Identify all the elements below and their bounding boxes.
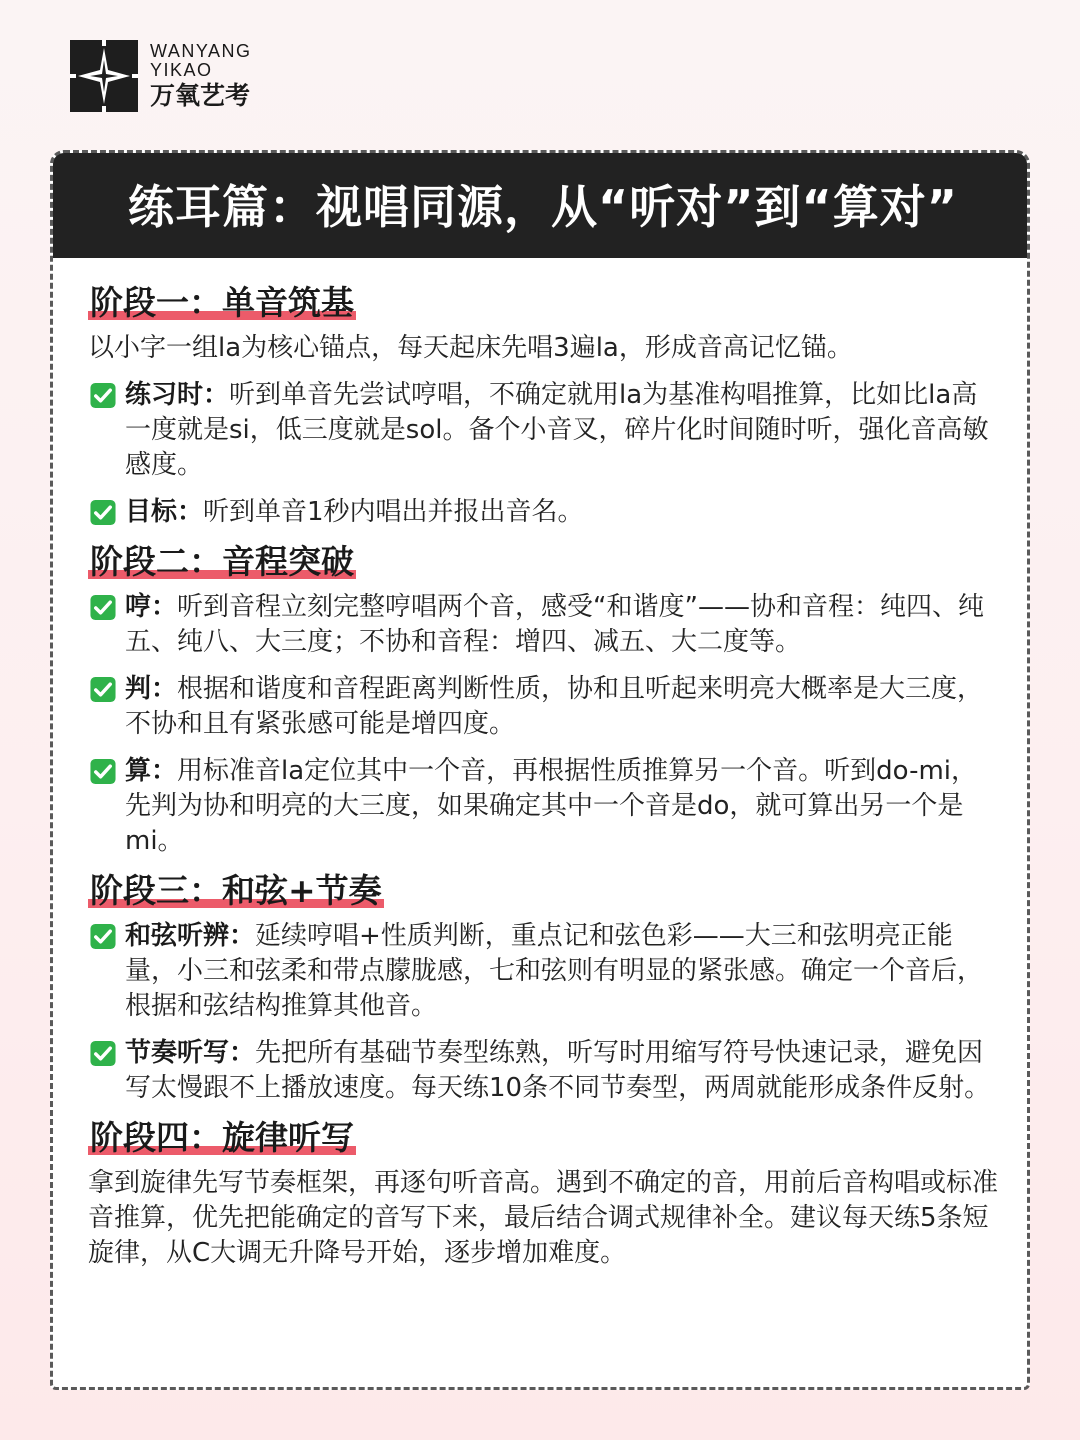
stage-title: 阶段四：旋律听写 bbox=[90, 1118, 354, 1157]
stage-title: 阶段三：和弦+节奏 bbox=[90, 871, 382, 910]
item-text bbox=[125, 919, 998, 1024]
stage-title: 阶段一：单音筑基 bbox=[90, 283, 354, 322]
item-body: 延续哼唱+性质判断，重点记和弦色彩——大三和弦明亮正能量，小三和弦柔和带点朦胧感，七和弦则有明显的紧张感。确定一个音后，根据和弦结构推算其他音。 bbox=[125, 921, 984, 1021]
item-body: 听到单音1秒内唱出并报出音名。 bbox=[203, 497, 584, 527]
stage-4 bbox=[88, 1118, 998, 1271]
item-text bbox=[125, 754, 998, 859]
item-body: 根据和谐度和音程距离判断性质，协和且听起来明亮大概率是大三度，不协和且有紧张感可能是增四度。 bbox=[125, 674, 984, 739]
list-item bbox=[88, 1036, 998, 1106]
item-text bbox=[125, 1036, 998, 1106]
item-text bbox=[125, 378, 998, 483]
check-mark-icon bbox=[88, 676, 118, 703]
check-mark-icon bbox=[88, 923, 118, 950]
brand-text bbox=[150, 42, 252, 111]
item-lead: 哼： bbox=[125, 592, 178, 622]
item-lead: 目标： bbox=[125, 497, 204, 527]
check-mark-icon bbox=[88, 758, 118, 785]
list-item bbox=[88, 590, 998, 660]
check-mark-icon bbox=[88, 382, 118, 409]
item-lead: 和弦听辨： bbox=[125, 921, 256, 951]
item-lead: 练习时： bbox=[125, 380, 230, 410]
card-content bbox=[88, 283, 998, 1283]
check-mark-icon bbox=[88, 499, 118, 526]
list-item bbox=[88, 919, 998, 1024]
page-title: 练耳篇：视唱同源，从“听对”到“算对” bbox=[128, 180, 958, 234]
item-lead: 算： bbox=[125, 756, 178, 786]
stage-3 bbox=[88, 871, 998, 1106]
item-lead: 判： bbox=[125, 674, 178, 704]
item-body: 听到单音先尝试哼唱，不确定就用la为基准构唱推算，比如比la高一度就是si，低三度就是sol。备个小音叉，碎片化时间随时听，强化音高敏感度。 bbox=[125, 380, 989, 480]
item-body: 听到音程立刻完整哼唱两个音，感受“和谐度”——协和音程：纯四、纯五、纯八、大三度；不协和音程：增四、减五、大二度等。 bbox=[125, 592, 984, 657]
check-mark-icon bbox=[88, 1040, 118, 1067]
brand-line2: YIKAO bbox=[150, 59, 213, 80]
item-text bbox=[125, 672, 998, 742]
item-body: 用标准音la定位其中一个音，再根据性质推算另一个音。听到do-mi，先判为协和明亮的大三度，如果确定其中一个音是do，就可算出另一个是mi。 bbox=[125, 756, 977, 856]
item-body: 先把所有基础节奏型练熟，听写时用缩写符号快速记录，避免因写太慢跟不上播放速度。每天练10条不同节奏型，两周就能形成条件反射。 bbox=[125, 1038, 991, 1103]
brand-cn-name: 万氧艺考 bbox=[150, 80, 251, 110]
stage-intro: 拿到旋律先写节奏框架，再逐句听音高。遇到不确定的音，用前后音构唱或标准音推算，优先把能确定的音写下来，最后结合调式规律补全。建议每天练5条短旋律，从C大调无升降号开始，逐步增加难度。 bbox=[88, 1168, 999, 1268]
wanyang-logo-icon bbox=[70, 40, 138, 112]
stage-intro: 以小字一组la为核心锚点，每天起床先唱3遍la，形成音高记忆锚。 bbox=[88, 333, 853, 363]
content-card bbox=[50, 150, 1030, 1390]
item-lead: 节奏听写： bbox=[125, 1038, 256, 1068]
check-mark-icon bbox=[88, 594, 118, 621]
list-item bbox=[88, 378, 998, 483]
stage-2 bbox=[88, 542, 998, 859]
item-text bbox=[125, 590, 998, 660]
list-item bbox=[88, 495, 998, 530]
item-text bbox=[125, 495, 584, 530]
brand-line1: WANYANG bbox=[150, 40, 252, 61]
stage-title: 阶段二：音程突破 bbox=[90, 542, 354, 581]
brand-logo bbox=[70, 40, 252, 112]
list-item bbox=[88, 754, 998, 859]
card-header bbox=[50, 150, 1030, 258]
stage-1 bbox=[88, 283, 998, 530]
list-item bbox=[88, 672, 998, 742]
